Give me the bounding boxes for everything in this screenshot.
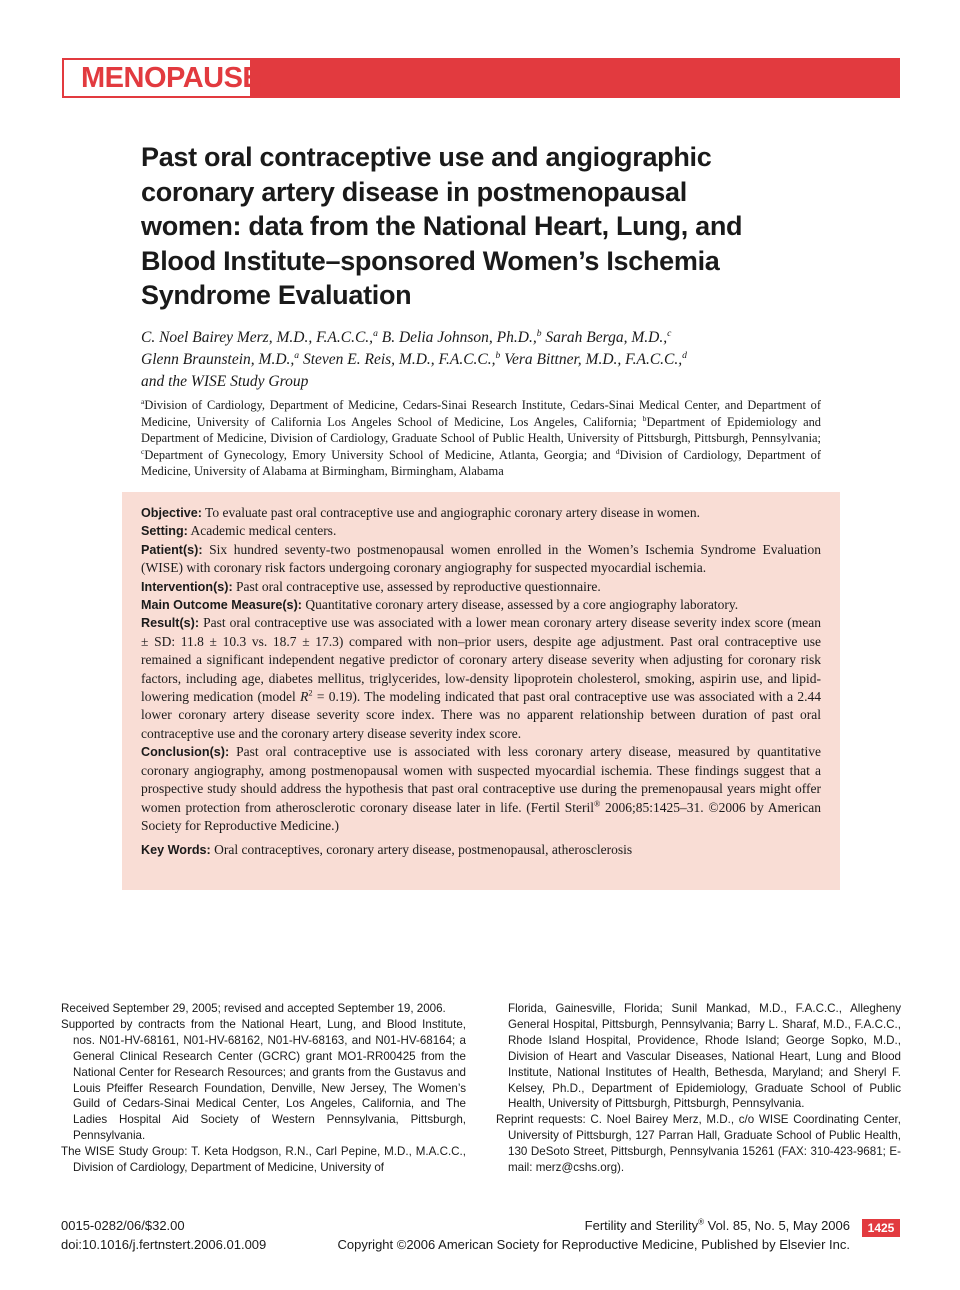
author-name: B. Delia Johnson, Ph.D., (381, 329, 537, 346)
author-affiliation-mark: a (294, 349, 300, 361)
study-group: and the WISE Study Group (141, 373, 309, 390)
footnote-wise-group: The WISE Study Group: T. Keta Hodgson, R.N., Carl Pepine, M.D., M.A.C.C., Division of Cardiology, Department of Medicine, University of (61, 1145, 466, 1175)
copyright: Copyright ©2006 American Society for Reproductive Medicine, Published by Elsevier Inc. (337, 1237, 850, 1252)
abstract-label: Objective: (141, 506, 202, 520)
affiliation-text: Division of Cardiology, Department of Medicine, University of Alabama at Birmingham, Birmingham, Alabama (141, 447, 822, 479)
author-affiliation-mark: c (667, 327, 672, 339)
abstract-objective: Objective: To evaluate past oral contraceptive use and angiographic coronary artery disease in women. (141, 505, 701, 520)
footnote-wise-group-continued: Florida, Gainesville, Florida; Sunil Mankad, M.D., F.A.C.C., Allegheny General Hospital, Pittsburgh, Pennsylvania; Barry L. Sharaf, M.D., F.A.C.C., Rhode Island Hospital, Providence, Rhode Island; George Sopko, M.D., Division of Heart and Vascular Diseases, National Heart, Lung and Blood Institute, National Institutes of Health, Bethesda, Maryland; and Sheryl F. Kelsey, Ph.D., Department of Epidemiology, Graduate School of Public Health, University of Pittsburgh, Pittsburgh, Pennsylvania. (508, 1002, 901, 1111)
page-number: 1425 (862, 1219, 900, 1237)
abstract-label: Patient(s): (141, 542, 203, 557)
issn: 0015-0282/06/$32.00 (61, 1218, 185, 1233)
abstract-label: Setting: (141, 524, 188, 539)
abstract-interventions: Intervention(s): Past oral contraceptive use, assessed by reproductive questionnaire. (141, 578, 601, 594)
abstract-conclusions: Conclusion(s): Past oral contraceptive use is associated with less coronary artery disease, measured by quantitative coronary angiography, among postmenopausal women with suspected myocardial ischemia. These findings suggest that a prospective study should address the hypothesis that past oral contraceptive use during the premenopausal years might offer women protection from atherosclerotic coronary disease later in life. (Fertil Steril® 2006;85:1425–31. ©2006 by American Society for Reproductive Medicine.) (141, 744, 821, 833)
affiliations: $^a$Division of Cardiology, Department of Medicine, Cedars-Sinai Research Institute, Cedars-Sinai Medical Center, and Department of Medicine, University of California Los Angeles School of Medicine, Los Angeles, California; $^b$Department of Epidemiology and Department of Medicine, Division of Cardiology, Graduate School of Public Health, University of Pittsburgh, Pittsburgh, Pennsylvania; $^c$Department of Gynecology, Emory University School of Medicine, Atlanta, Georgia; and $^d$Division of Cardiology, Department of Medicine, University of Alabama at Birmingham, Birmingham, Alabama (141, 396, 822, 479)
abstract-label: Result(s): (141, 616, 200, 631)
author-affiliation-mark: b (536, 327, 542, 339)
author-name: Steven E. Reis, M.D., F.A.C.C., (302, 351, 496, 368)
author-affiliation-mark: a (373, 327, 378, 339)
footnotes-left-column (61, 1001, 466, 1176)
footnote-reprint: Reprint requests: C. Noel Bairey Merz, M.D., c/o WISE Coordinating Center, University of Pittsburgh, 127 Parran Hall, Graduate School of Public Health, 130 DeSoto Street, Pittsburgh, Pennsylvania 15261 (FAX: 310-423-9681; E-mail: merz@cshs.org). (496, 1113, 901, 1175)
affiliation-mark: d (615, 446, 620, 456)
author-name: Sarah Berga, M.D., (545, 329, 668, 346)
affiliation-mark: c (141, 446, 145, 456)
author-name: C. Noel Bairey Merz, M.D., F.A.C.C., (141, 329, 374, 346)
article-title: Past oral contraceptive use and angiographic coronary artery disease in postmenopausal women: data from the National Heart, Lung, and Blood Institute–sponsored Women’s Ischemia Syndrome Evaluation (141, 142, 743, 310)
section-label: MENOPAUSE (62, 58, 252, 98)
footnote-received: Received September 29, 2005; revised and accepted September 19, 2006. (61, 1002, 446, 1015)
footnotes-right-column (496, 1001, 901, 1176)
affiliation-text: Department of Gynecology, Emory University School of Medicine, Atlanta, Georgia; (144, 447, 588, 462)
abstract-outcome: Main Outcome Measure(s): Quantitative coronary artery disease, assessed by a core angiography laboratory. (141, 597, 739, 613)
author-affiliation-mark: b (495, 349, 501, 361)
abstract-label: Intervention(s): (141, 579, 233, 594)
abstract-results: Result(s): Past oral contraceptive use was associated with a lower mean coronary artery disease severity index score (mean ± SD: 11.8 ± 10.3 vs. 18.7 ± 17.3) compared with non–prior users, despite age adjustment. Past oral contraceptive use remained a significant independent negative predictor of coronary artery disease severity when adjusting for coronary risk factors, including age, diabetes mellitus, triglycerides, low-density lipoprotein cholesterol, smoking, aspirin use, and lipid-lowering medication (model $R^2 = 0.19$). The modeling indicated that past oral contraceptive use was associated with a 2.44 lower coronary artery disease severity score index. There was no apparent relationship between duration of past oral contraceptive use and the coronary artery disease severity index score. (141, 615, 821, 741)
author-line-3 (141, 371, 831, 393)
affiliation-text: Department of Epidemiology and Department of Medicine, Division of Cardiology, Graduate School of Public Health, University of Pittsburgh, Pittsburgh, Pennsylvania; (141, 414, 821, 446)
affiliation-mark: b (642, 413, 647, 423)
author-line-2 (141, 349, 831, 371)
journal-citation: Fertility and Sterility® Vol. 85, No. 5, May 2006 (584, 1217, 850, 1233)
abstract (141, 504, 821, 860)
abstract-label: Conclusion(s): (141, 745, 230, 760)
abstract-label: Main Outcome Measure(s): (141, 598, 302, 613)
author-list (141, 327, 831, 393)
author-affiliation-mark: d (682, 349, 687, 361)
abstract-setting: Setting: Academic medical centers. (141, 523, 337, 539)
author-line-1 (141, 327, 831, 349)
author-name: Vera Bittner, M.D., F.A.C.C., (504, 351, 683, 368)
abstract-label: Key Words: (141, 843, 211, 858)
footer-left (61, 1216, 341, 1254)
affiliation-text: Division of Cardiology, Department of Medicine, Cedars-Sinai Research Institute, Cedars-Sinai Medical Center, and Department of Medicine, University of California Los Angeles School of Medicine, Los Angeles, California; (141, 398, 821, 429)
doi: doi:10.1016/j.fertnstert.2006.01.009 (61, 1237, 267, 1252)
footer-right (300, 1216, 850, 1254)
affiliation-mark: a (141, 396, 145, 406)
abstract-keywords: Key Words: Oral contraceptives, coronary artery disease, postmenopausal, atherosclerosis (141, 842, 633, 858)
abstract-patients: Patient(s): Six hundred seventy-two postmenopausal women enrolled in the Women’s Ischemia Syndrome Evaluation (WISE) with coronary risk factors undergoing coronary angiography for suspected myocardial ischemia. (141, 541, 821, 576)
footnote-funding: Supported by contracts from the National Heart, Lung, and Blood Institute, nos. N01-HV-68161, N01-HV-68162, N01-HV-68163, and N01-HV-68164; a General Clinical Research Center (GCRC) grant MO1-RR00425 from the National Center for Research Resources; and grants from the Gustavus and Louis Pfeiffer Research Foundation, Denville, New Jersey, The Women’s Guild of Cedars-Sinai Medical Center, Los Angeles, California, and The Ladies Hospital Aid Society of Western Pennsylvania, Pittsburgh, Pennsylvania. (61, 1017, 466, 1143)
author-name: Glenn Braunstein, M.D., (141, 351, 295, 368)
